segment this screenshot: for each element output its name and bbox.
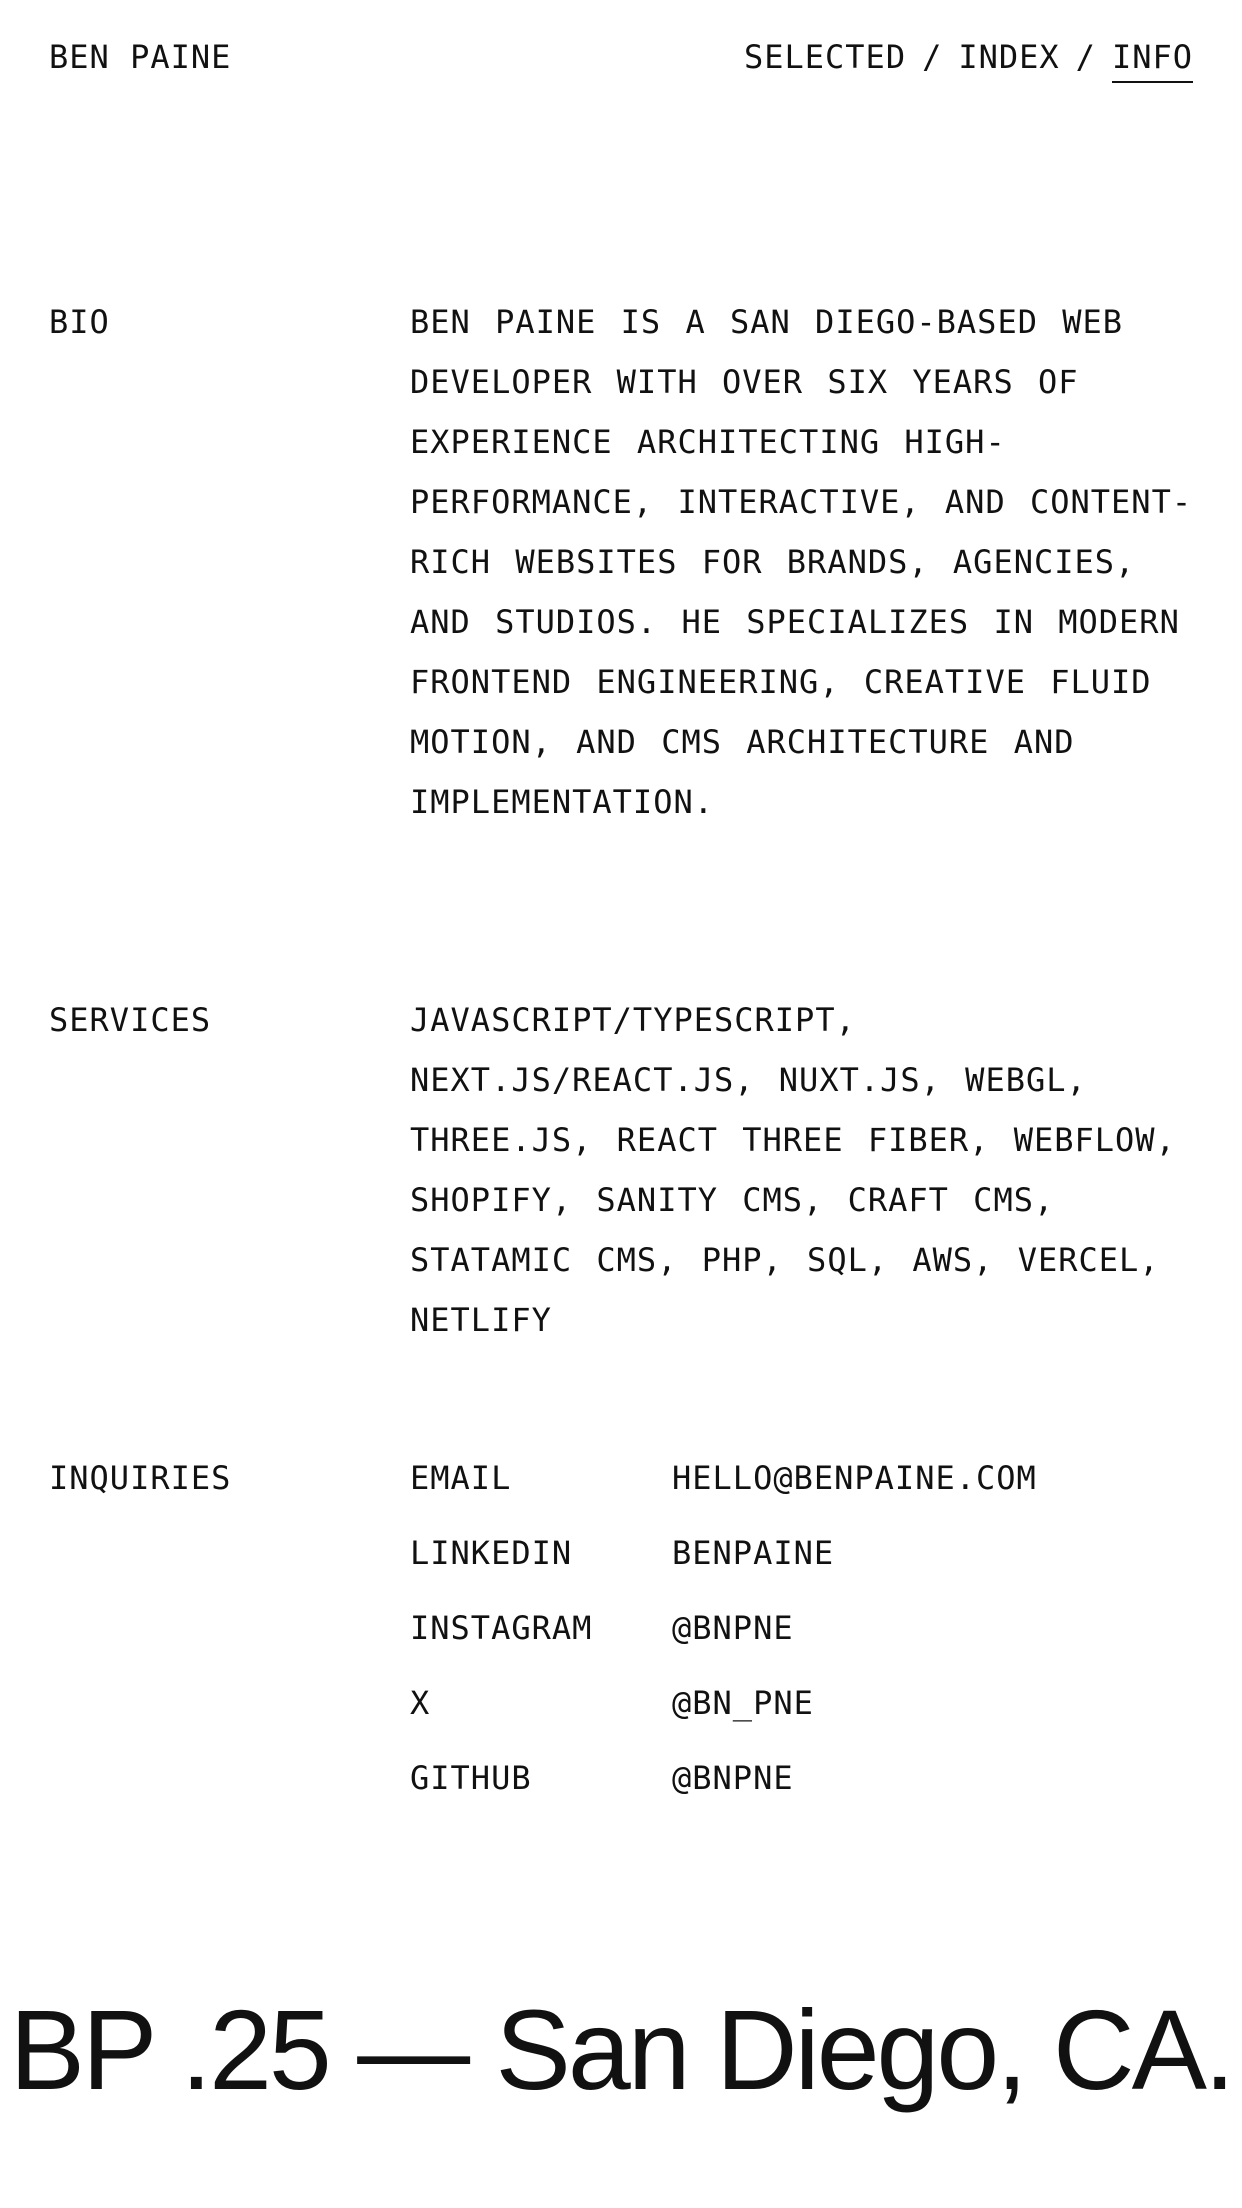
main-nav	[744, 36, 1193, 83]
contact-key: X	[410, 1684, 431, 1722]
services-label: SERVICES	[49, 1001, 212, 1039]
inquiries-label: INQUIRIES	[49, 1459, 232, 1497]
contact-key: GITHUB	[410, 1759, 532, 1797]
email-link[interactable]: HELLO@BENPAINE.COM	[672, 1459, 1037, 1497]
footer-title: BP .25 — San Diego, CA.	[9, 1987, 1233, 2113]
contact-key: EMAIL	[410, 1459, 512, 1497]
nav-separator: /	[1075, 38, 1096, 76]
instagram-link[interactable]: @BNPNE	[672, 1609, 794, 1647]
bio-label: BIO	[49, 303, 110, 341]
contact-row-linkedin	[410, 1523, 1193, 1598]
site-name-link[interactable]: BEN PAINE	[49, 38, 232, 76]
github-link[interactable]: @BNPNE	[672, 1759, 794, 1797]
nav-link-selected[interactable]: SELECTED	[743, 38, 907, 76]
linkedin-link[interactable]: BENPAINE	[672, 1534, 835, 1572]
services-text: JAVASCRIPT/TYPESCRIPT, NEXT.JS/REACT.JS, NUXT.JS, WEBGL, THREE.JS, REACT THREE FIBER, WEBFLOW, SHOPIFY, SANITY CMS, CRAFT CMS, STATAMIC CMS, PHP, SQL, AWS, VERCEL, NETLIFY	[410, 1001, 1176, 1339]
site-header	[49, 36, 1193, 86]
contact-key: INSTAGRAM	[410, 1609, 593, 1647]
nav-link-index[interactable]: INDEX	[958, 38, 1060, 76]
x-link[interactable]: @BN_PNE	[672, 1684, 814, 1722]
contact-key: LINKEDIN	[410, 1534, 573, 1572]
bio-text: BEN PAINE IS A SAN DIEGO-BASED WEB DEVELOPER WITH OVER SIX YEARS OF EXPERIENCE ARCHITECTING HIGH-PERFORMANCE, INTERACTIVE, AND CONTENT-RICH WEBSITES FOR BRANDS, AGENCIES, AND STUDIOS. HE SPECIALIZES IN MODERN FRONTEND ENGINEERING, CREATIVE FLUID MOTION, AND CMS ARCHITECTURE AND IMPLEMENTATION.	[410, 303, 1193, 821]
nav-link-info[interactable]: INFO	[1112, 36, 1193, 83]
contact-list	[410, 1448, 1193, 1823]
contact-row-github	[410, 1748, 1193, 1823]
contact-row-instagram	[410, 1598, 1193, 1673]
contact-row-x	[410, 1673, 1193, 1748]
nav-separator: /	[922, 38, 943, 76]
contact-row-email	[410, 1448, 1193, 1523]
